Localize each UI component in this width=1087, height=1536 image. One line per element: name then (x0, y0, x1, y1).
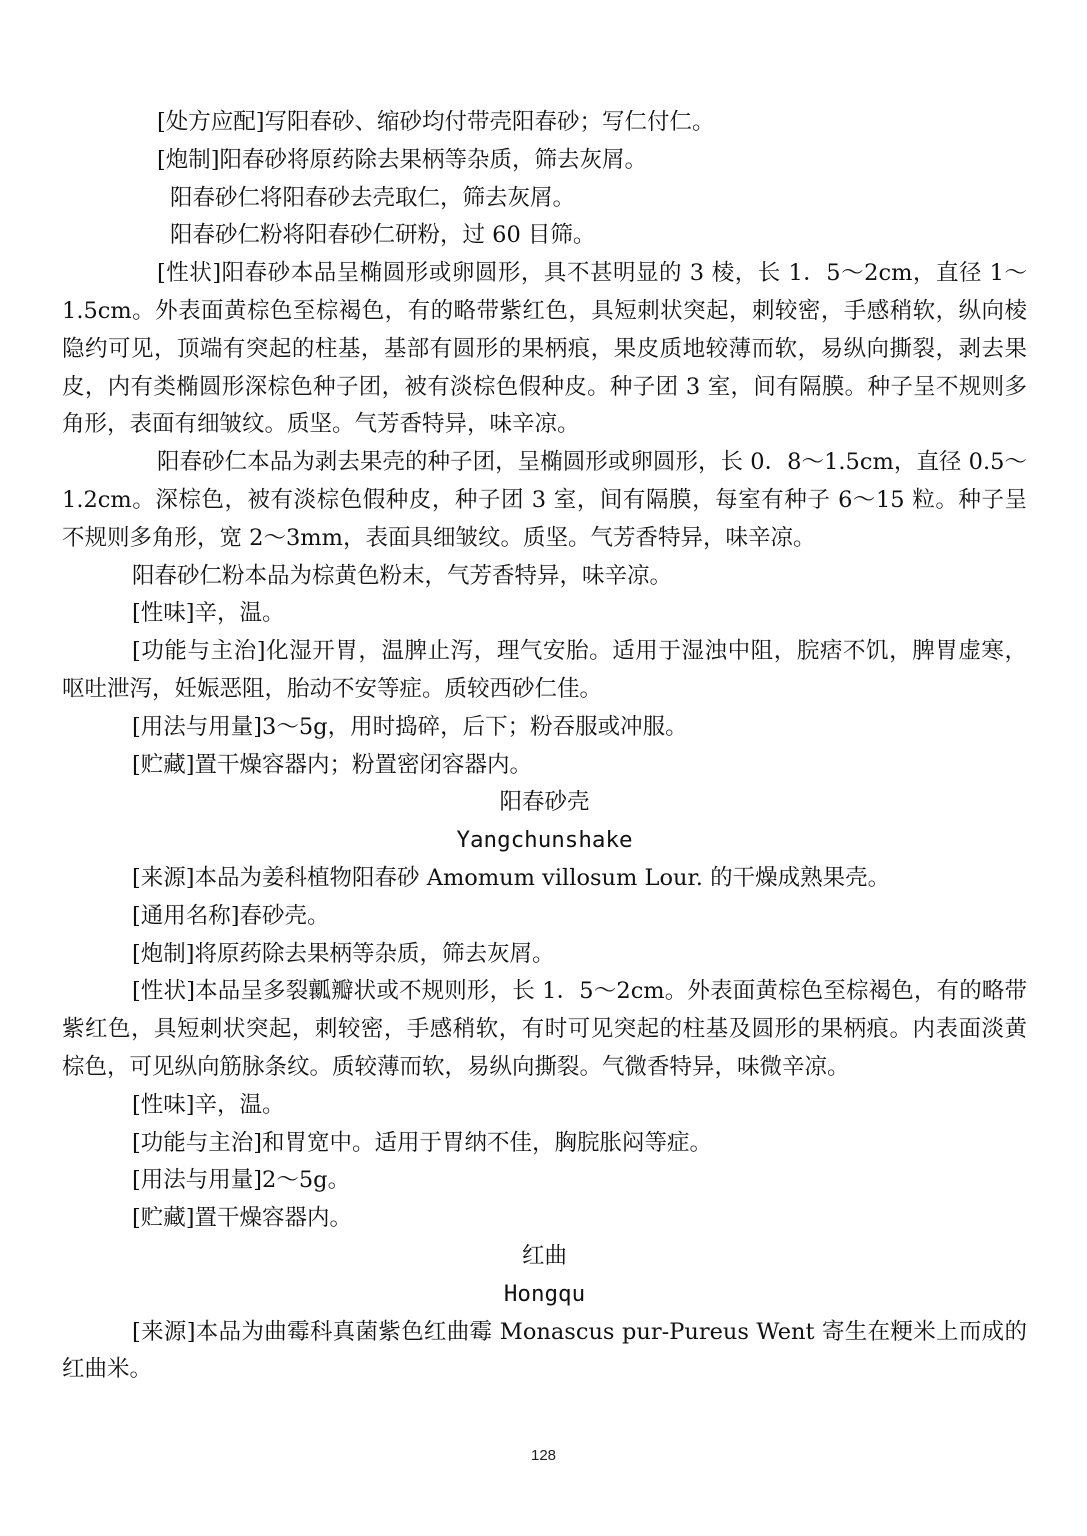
paragraph-characteristics: [性状]阳春砂本品呈椭圆形或卵圆形，具不甚明显的 3 棱，长 1．5～2cm，直径 1～1.5cm。外表面黄棕色至棕褐色，有的略带紫红色，具短刺状突起，刺较密，手感稍软，纵向棱隐约可见，顶端有突起的柱基，基部有圆形的果柄痕，果皮质地较薄而软，易纵向撕裂，剥去果皮，内有类椭圆形深棕色种子团，被有淡棕色假种皮。种子团 3 室，间有隔膜。种子呈不规则多角形，表面有细皱纹。质坚。气芳香特异，味辛凉。 (62, 260, 1027, 438)
paragraph-source: [来源]本品为姜科植物阳春砂 Amomum villosum Lour. 的干燥成熟果壳。 (132, 864, 891, 891)
paragraph-characteristics-powder: 阳春砂仁粉本品为棕黄色粉末，气芳香特异，味辛凉。 (132, 562, 673, 589)
page-number: 128 (530, 1447, 557, 1464)
paragraph-storage: [贮藏]置干燥容器内；粉置密闭容器内。 (132, 751, 533, 778)
entry-pinyin: Yangchunshake (456, 827, 633, 854)
paragraph-characteristics: [性状]本品呈多裂瓤瓣状或不规则形，长 1．5～2cm。外表面黄棕色至棕褐色，有的略带紫红色，具短刺状突起，刺较密，手感稍软，有时可见突起的柱基及圆形的果柄痕。内表面淡黄棕色，可见纵向筋脉条纹。质较薄而软，易纵向撕裂。气微香特异，味微辛凉。 (62, 978, 1027, 1080)
paragraph-nature-flavor: [性味]辛，温。 (132, 600, 285, 627)
paragraph-dosage: [用法与用量]2～5g。 (132, 1167, 351, 1194)
paragraph-source: [来源]本品为曲霉科真菌紫色红曲霉 Monascus pur-Pureus Went 寄生在粳米上而成的红曲米。 (62, 1318, 1027, 1383)
paragraph-processing-powder: 阳春砂仁粉将阳春砂仁研粉，过 60 目筛。 (170, 222, 596, 249)
document-page (62, 104, 1027, 1389)
entry-title: 阳春砂壳 (499, 789, 590, 816)
paragraph-dosage: [用法与用量]3～5g，用时捣碎，后下；粉吞服或冲服。 (132, 713, 688, 740)
paragraph-storage: [贮藏]置干燥容器内。 (132, 1205, 353, 1232)
paragraph-processing: [炮制]阳春砂将原药除去果柄等杂质，筛去灰屑。 (157, 146, 648, 173)
paragraph-prescription: [处方应配]写阳春砂、缩砂均付带壳阳春砂；写仁付仁。 (157, 109, 715, 135)
paragraph-functions: [功能与主治]和胃宽中。适用于胃纳不佳，胸脘胀闷等症。 (132, 1129, 713, 1156)
entry-pinyin: Hongqu (503, 1280, 586, 1307)
paragraph-characteristics-kernel: 阳春砂仁本品为剥去果壳的种子团，呈椭圆形或卵圆形，长 0．8～1.5cm，直径 0.5～1.2cm。深棕色，被有淡棕色假种皮，种子团 3 室，间有隔膜，每室有种子 6～15 粒。种子呈不规则多角形，宽 2～3mm，表面具细皱纹。质坚。气芳香特异，味辛凉。 (62, 449, 1027, 551)
entry-title: 红曲 (521, 1242, 567, 1269)
paragraph-nature-flavor: [性味]辛，温。 (132, 1091, 285, 1118)
paragraph-functions: [功能与主治]化湿开胃，温脾止泻，理气安胎。适用于湿浊中阻，脘痞不饥，脾胃虚寒，呕吐泄泻，妊娠恶阻，胎动不安等症。质较西砂仁佳。 (62, 638, 1027, 702)
paragraph-processing-kernel: 阳春砂仁将阳春砂去壳取仁，筛去灰屑。 (170, 184, 576, 211)
paragraph-common-name: [通用名称]春砂壳。 (132, 902, 330, 929)
paragraph-processing: [炮制]将原药除去果柄等杂质，筛去灰屑。 (132, 940, 555, 967)
